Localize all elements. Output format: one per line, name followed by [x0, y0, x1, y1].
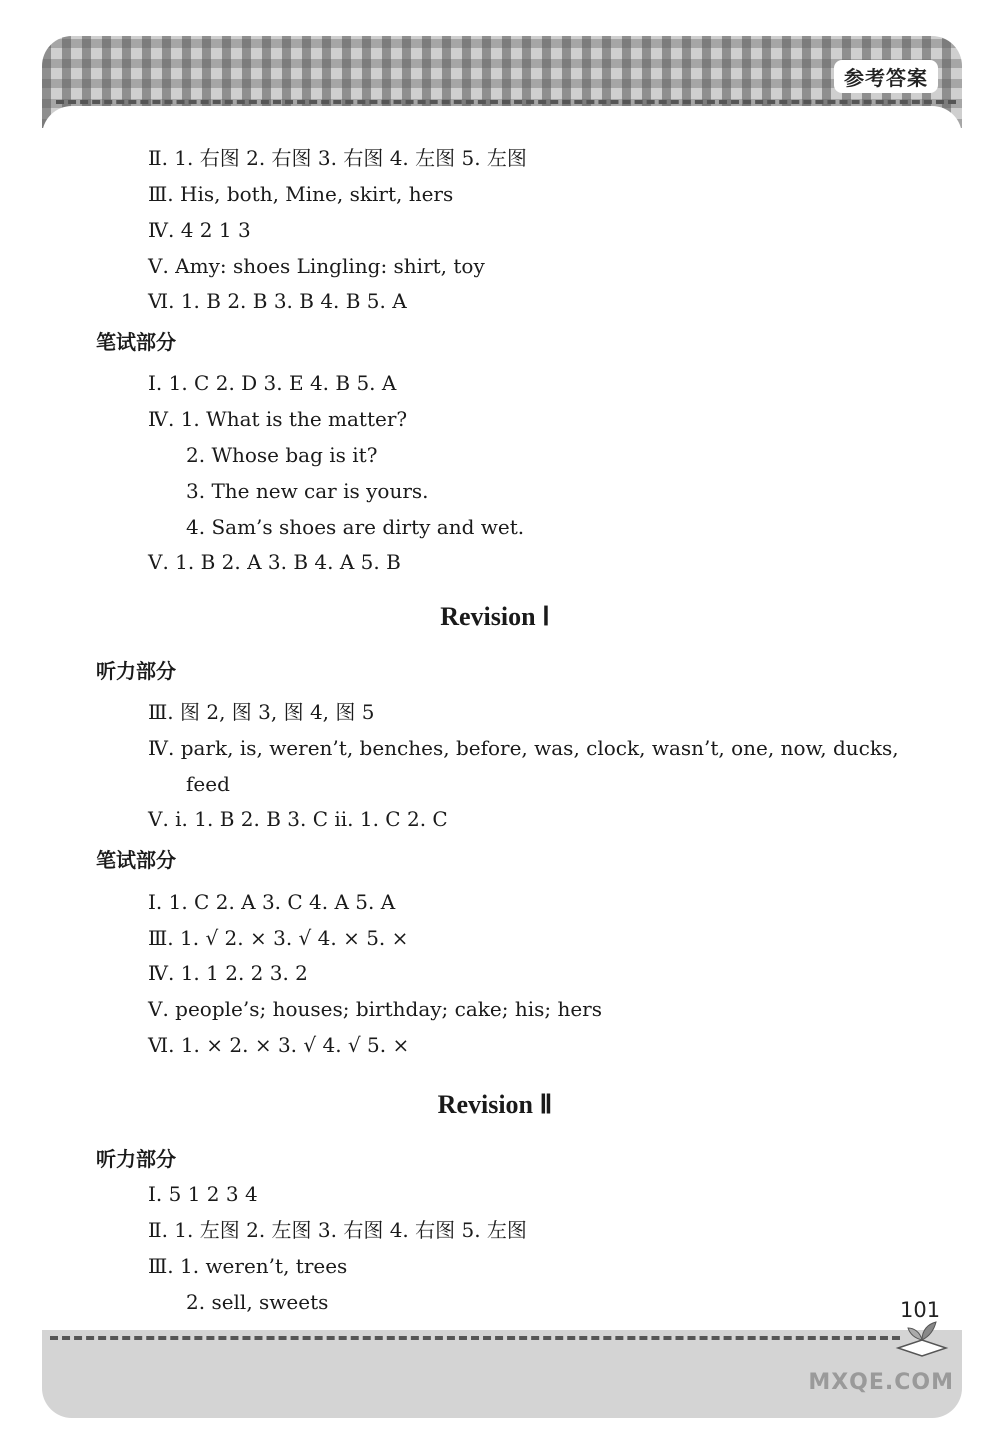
- revision-title: Revision Ⅰ: [440, 602, 550, 631]
- answer-line: Ⅴ. people’s; houses; birthday; cake; his; hers: [148, 997, 603, 1021]
- answer-line: 3. The new car is yours.: [186, 479, 429, 503]
- answer-line: 2. Whose bag is it?: [186, 443, 378, 467]
- book-leaf-icon: [892, 1318, 952, 1358]
- answer-line: Ⅰ. 1. C 2. A 3. C 4. A 5. A: [148, 890, 396, 914]
- answer-line: Ⅰ. 5 1 2 3 4: [148, 1182, 258, 1206]
- footer-dashed-line: [50, 1336, 900, 1340]
- answer-line: Ⅲ. His, both, Mine, skirt, hers: [148, 182, 454, 206]
- header-dashed-line: [56, 100, 956, 104]
- answer-line: Ⅵ. 1. × 2. × 3. √ 4. √ 5. ×: [148, 1033, 410, 1057]
- answer-line: Ⅱ. 1. 左图 2. 左图 3. 右图 4. 右图 5. 左图: [148, 1218, 527, 1242]
- answer-line: Ⅲ. 图 2, 图 3, 图 4, 图 5: [148, 700, 375, 724]
- answer-line: Ⅵ. 1. B 2. B 3. B 4. B 5. A: [148, 289, 407, 313]
- section-heading: 听力部分: [96, 659, 176, 683]
- answer-line: Ⅰ. 1. C 2. D 3. E 4. B 5. A: [148, 371, 397, 395]
- page-number: 101: [900, 1298, 941, 1322]
- answer-line: Ⅳ. 1. What is the matter?: [148, 407, 408, 431]
- answer-line: Ⅲ. 1. weren’t, trees: [148, 1254, 348, 1278]
- answer-line: 4. Sam’s shoes are dirty and wet.: [186, 515, 525, 539]
- answer-line: 2. sell, sweets: [186, 1290, 329, 1314]
- answer-line: Ⅱ. 1. 右图 2. 右图 3. 右图 4. 左图 5. 左图: [148, 146, 527, 170]
- answer-line: Ⅳ. park, is, weren’t, benches, before, was, clock, wasn’t, one, now, ducks,: [148, 736, 899, 760]
- answer-line: Ⅴ. i. 1. B 2. B 3. C ii. 1. C 2. C: [148, 807, 448, 831]
- answer-line: Ⅴ. 1. B 2. A 3. B 4. A 5. B: [148, 550, 401, 574]
- answer-line: Ⅴ. Amy: shoes Lingling: shirt, toy: [148, 254, 485, 278]
- section-heading: 笔试部分: [96, 330, 176, 354]
- answer-line: Ⅳ. 1. 1 2. 2 3. 2: [148, 961, 308, 985]
- answer-line: Ⅲ. 1. √ 2. × 3. √ 4. × 5. ×: [148, 926, 409, 950]
- section-heading: 听力部分: [96, 1147, 176, 1171]
- watermark-logo: MXQE.COM: [808, 1370, 954, 1395]
- revision-title: Revision Ⅱ: [437, 1090, 553, 1119]
- header-label: 参考答案: [834, 60, 938, 93]
- answer-line: Ⅳ. 4 2 1 3: [148, 218, 251, 242]
- section-heading: 笔试部分: [96, 848, 176, 872]
- answer-line: feed: [186, 772, 230, 796]
- page-body-top-edge: [42, 106, 962, 136]
